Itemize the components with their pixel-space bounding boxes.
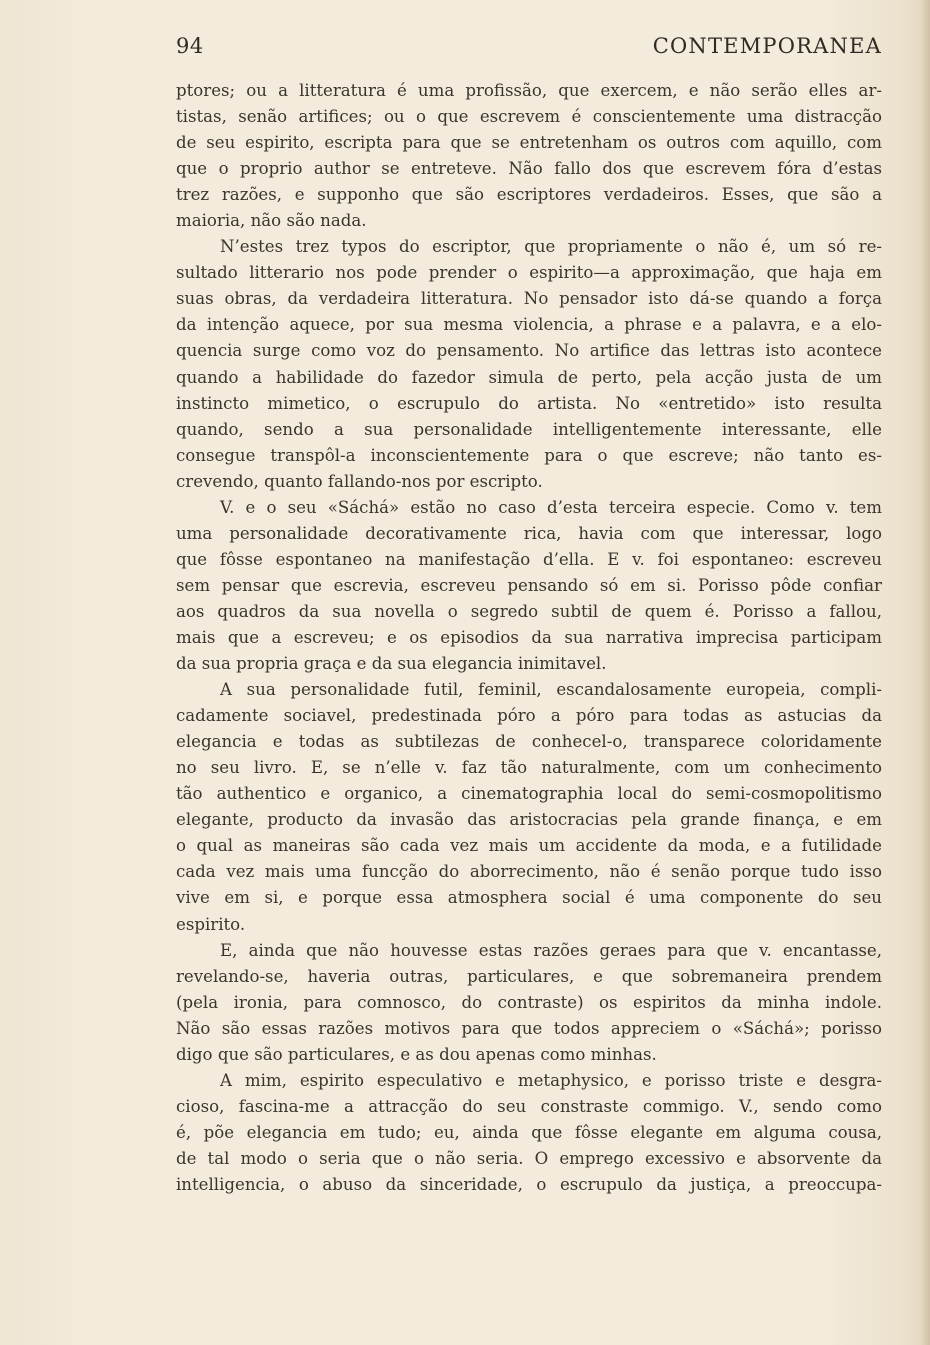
text-line: crevendo, quanto fallando-nos por escripto. [176,471,543,491]
text-line: suas obras, da verdadeira litteratura. No pensador isto dá-se quando a força [176,289,882,309]
text-line: o qual as maneiras são cada vez mais um accidente da moda, e a futilidade [176,836,882,856]
text-line: aos quadros da sua novella o segredo subtil de quem é. Porisso a fallou, [176,601,882,621]
text-line: de seu espirito, escripta para que se entretenham os outros com aquillo, com [176,133,882,153]
text-line: sultado litterario nos pode prender o espirito—a approximação, que haja em [176,263,882,283]
text-line: instincto mimetico, o escrupulo do artista. No «entretido» isto resulta [176,393,882,413]
text-line: maioria, não são nada. [176,211,367,231]
text-line: ptores; ou a litteratura é uma profissão, que exercem, e não serão elles ar- [176,81,882,100]
text-line: elegante, producto da invasão das aristocracias pela grande finança, e em [176,810,882,830]
page-header [176,34,882,64]
text-line: tistas, senão artifices; ou o que escrevem é conscientemente uma distracção [176,107,882,127]
text-line: que fôsse espontaneo na manifestação d’ella. E v. foi espontaneo: escreveu [176,549,882,569]
text-line: que o proprio author se entreteve. Não fallo dos que escrevem fóra d’estas [176,159,882,179]
text-line: digo que são particulares, e as dou apenas como minhas. [176,1044,657,1064]
text-line: consegue transpôl-a inconscientemente para o que escreve; não tanto es- [176,445,882,465]
text-line: é, põe elegancia em tudo; eu, ainda que fôsse elegante em alguma cousa, [176,1122,882,1142]
body-text [176,78,882,1198]
text-line: quando, sendo a sua personalidade intelligentemente interessante, elle [176,419,882,439]
text-line: Não são essas razões motivos para que todos appreciem o «Sáchá»; porisso [176,1018,882,1038]
text-line: cadamente sociavel, predestinada póro a póro para todas as astucias da [176,706,882,726]
text-line: A sua personalidade futil, feminil, escandalosamente europeia, compli- [220,680,882,700]
text-line: cioso, fascina-me a attracção do seu constraste commigo. V., sendo como [176,1096,882,1116]
text-line: quencia surge como voz do pensamento. No artifice das lettras isto acontece [176,341,882,361]
text-line: espirito. [176,914,246,934]
text-line: elegancia e todas as subtilezas de conhecel-o, transparece coloridamente [176,732,882,752]
text-line: de tal modo o seria que o não seria. O emprego excessivo e absorvente da [176,1148,882,1168]
text-line: mais que a escreveu; e os episodios da sua narrativa imprecisa participam [176,627,882,647]
text-line: da intenção aquece, por sua mesma violencia, a phrase e a palavra, e a elo- [176,315,882,335]
text-line: uma personalidade decorativamente rica, havia com que interessar, logo [176,523,882,543]
text-line: tão authentico e organico, a cinematographia local do semi-cosmopolitismo [176,784,882,804]
text-line: quando a habilidade do fazedor simula de perto, pela acção justa de um [176,367,882,387]
text-line: no seu livro. E, se n’elle v. faz tão naturalmente, com um conhecimento [176,758,882,778]
text-line: V. e o seu «Sáchá» estão no caso d’esta terceira especie. Como v. tem [220,497,882,517]
text-line: cada vez mais uma funcção do aborrecimento, não é senão porque tudo isso [176,862,882,882]
running-head: CONTEMPORANEA [652,34,882,58]
text-line: N’estes trez typos do escriptor, que propriamente o não é, um só re- [220,237,882,257]
text-line: trez razões, e supponho que são escriptores verdadeiros. Esses, que são a [176,185,882,205]
page-edge-shadow [920,0,930,1345]
text-line: intelligencia, o abuso da sinceridade, o escrupulo da justiça, a preoccupa- [176,1174,882,1194]
text-line: revelando-se, haveria outras, particulares, e que sobremaneira prendem [176,966,882,986]
text-line: (pela ironia, para comnosco, do contraste) os espiritos da minha indole. [176,992,882,1012]
text-line: sem pensar que escrevia, escreveu pensando só em si. Porisso pôde confiar [176,575,882,595]
page-number: 94 [176,34,204,58]
text-line: da sua propria graça e da sua elegancia inimitavel. [176,654,607,674]
text-line: A mim, espirito especulativo e metaphysico, e porisso triste e desgra- [220,1070,882,1090]
text-line: vive em si, e porque essa atmosphera social é uma componente do seu [176,888,882,908]
text-line: E, ainda que não houvesse estas razões geraes para que v. encantasse, [220,940,882,960]
